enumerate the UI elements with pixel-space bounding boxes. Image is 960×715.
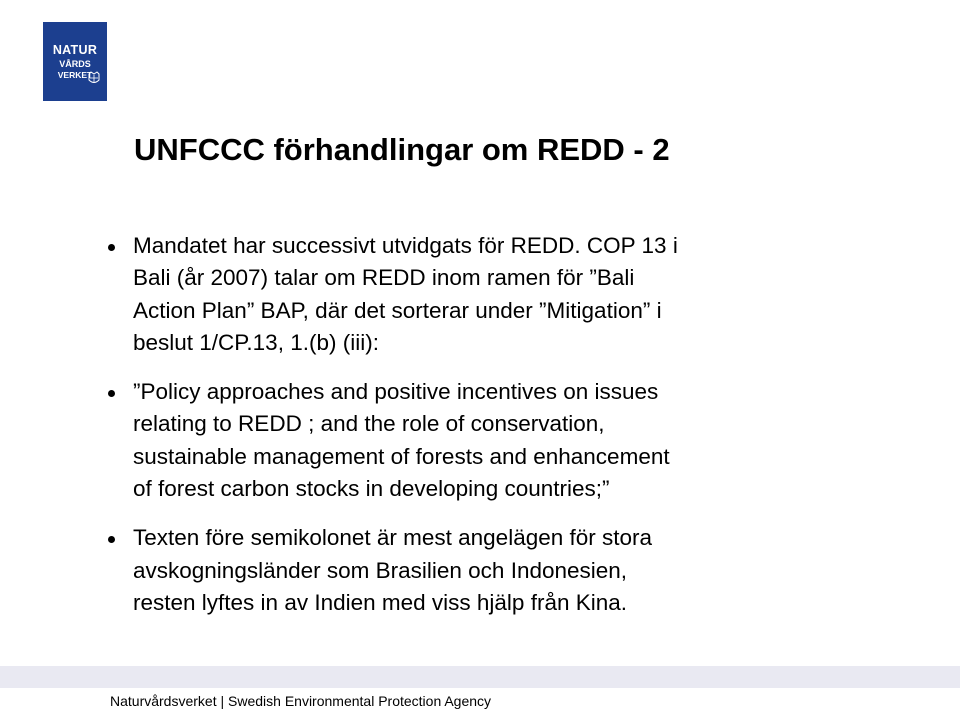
footer-band (0, 666, 960, 688)
bullet-item-semicolon-text (108, 522, 808, 619)
logo-line-1: NATUR (52, 43, 98, 57)
bullet-line: resten lyftes in av Indien med viss hjälp från Kina. (133, 589, 628, 615)
bullet-line: beslut 1/CP.13, 1.(b) (iii): (133, 329, 379, 355)
bullet-line: avskogningsländer som Brasilien och Indonesien, (133, 557, 628, 583)
bullet-line: Action Plan” BAP, där det sorterar under ”Mitigation” i (133, 297, 662, 323)
bullet-item-mandate (108, 230, 808, 359)
bullet-line: ”Policy approaches and positive incentives on issues (133, 379, 659, 405)
bullet-line: relating to REDD ; and the role of conservation, (133, 411, 605, 437)
bullet-dot (108, 244, 115, 251)
bullet-line: Texten före semikolonet är mest angelägen för stora (133, 525, 653, 551)
bullet-line: sustainable management of forests and enhancement (133, 443, 670, 469)
naturvardsverket-logo (43, 22, 107, 101)
bullet-dot (108, 536, 115, 543)
logo-line-2: VÅRDS (59, 59, 91, 69)
bullet-dot (108, 390, 115, 397)
bullet-list (108, 230, 808, 619)
bullet-line: of forest carbon stocks in developing countries;” (133, 476, 610, 502)
footer-agency-name: Naturvårdsverket | Swedish Environmental Protection Agency (110, 693, 492, 709)
bullet-item-policy-quote (108, 376, 808, 505)
bullet-line: Mandatet har successivt utvidgats för REDD. COP 13 i (133, 233, 678, 258)
bullet-line: Bali (år 2007) talar om REDD inom ramen för ”Bali (133, 265, 635, 291)
crown-shield-icon (88, 71, 100, 85)
slide-title: UNFCCC förhandlingar om REDD - 2 (134, 132, 670, 167)
logo-line-3: VERKET (57, 70, 93, 80)
